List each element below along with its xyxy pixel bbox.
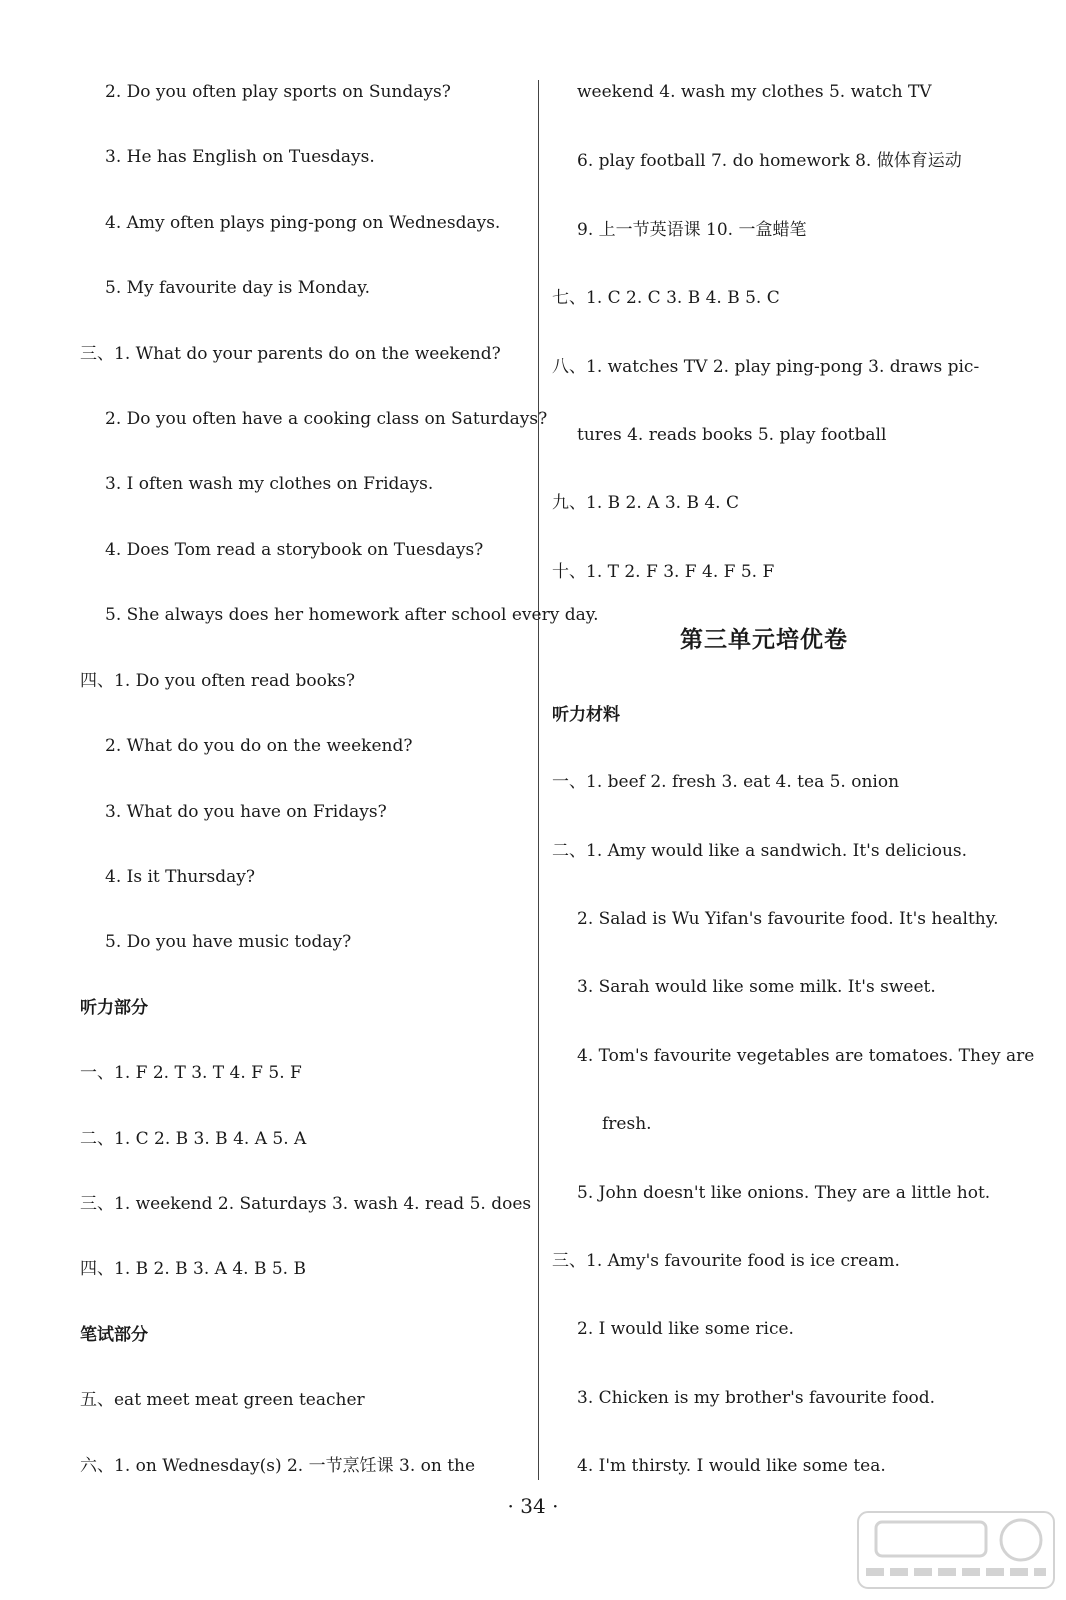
answer-line: 四、1. B 2. B 3. A 4. B 5. B (80, 1259, 306, 1279)
answer-line: 3. Chicken is my brother's favourite food. (577, 1388, 936, 1408)
answer-line: 2. I would like some rice. (577, 1319, 794, 1339)
answer-line: 一、1. beef 2. fresh 3. eat 4. tea 5. onion (552, 772, 900, 792)
answer-line: weekend 4. wash my clothes 5. watch TV (577, 82, 932, 102)
section-heading: 笔试部分 (80, 1325, 148, 1345)
answer-line: 九、1. B 2. A 3. B 4. C (552, 493, 739, 513)
answer-line: 六、1. on Wednesday(s) 2. 一节烹饪课 3. on the (80, 1456, 476, 1476)
answer-line: 一、1. F 2. T 3. T 4. F 5. F (80, 1063, 302, 1083)
answer-line: 五、eat meet meat green teacher (80, 1390, 365, 1410)
answer-line: 2. What do you do on the weekend? (105, 736, 413, 756)
answer-line: 6. play football 7. do homework 8. 做体育运动 (577, 151, 962, 171)
column-divider (538, 80, 539, 1480)
answer-line: 十、1. T 2. F 3. F 4. F 5. F (552, 562, 775, 582)
answer-line: 4. Tom's favourite vegetables are tomatoes. They are (577, 1046, 1035, 1066)
answer-line: 2. Do you often have a cooking class on Saturdays? (105, 409, 548, 429)
answer-line: 三、1. What do your parents do on the weekend? (80, 344, 501, 364)
answer-line: 4. Amy often plays ping-pong on Wednesdays. (105, 213, 501, 233)
answer-line: 2. Salad is Wu Yifan's favourite food. It's healthy. (577, 909, 999, 929)
answer-line: 三、1. weekend 2. Saturdays 3. wash 4. read 5. does (80, 1194, 532, 1214)
answer-line: 三、1. Amy's favourite food is ice cream. (552, 1251, 900, 1271)
answer-line: 七、1. C 2. C 3. B 4. B 5. C (552, 288, 780, 308)
answer-line: 5. John doesn't like onions. They are a little hot. (577, 1183, 991, 1203)
answer-line: 5. Do you have music today? (105, 932, 352, 952)
answer-line: 四、1. Do you often read books? (80, 671, 355, 691)
answer-line: 4. Does Tom read a storybook on Tuesdays? (105, 540, 484, 560)
answer-line: 3. What do you have on Fridays? (105, 802, 387, 822)
watermark-logo (856, 1510, 1056, 1590)
answer-line: 5. She always does her homework after school every day. (105, 605, 599, 625)
answer-line: 4. I'm thirsty. I would like some tea. (577, 1456, 886, 1476)
section-heading: 听力材料 (552, 705, 620, 725)
answer-line: 4. Is it Thursday? (105, 867, 255, 887)
answer-line: 9. 上一节英语课 10. 一盒蜡笔 (577, 220, 807, 240)
answer-line: 二、1. C 2. B 3. B 4. A 5. A (80, 1129, 307, 1149)
answer-line: 3. I often wash my clothes on Fridays. (105, 474, 434, 494)
answer-line: fresh. (602, 1114, 652, 1134)
answer-line: 5. My favourite day is Monday. (105, 278, 371, 298)
answer-line: 八、1. watches TV 2. play ping-pong 3. draws pic- (552, 357, 980, 377)
answer-line: 2. Do you often play sports on Sundays? (105, 82, 451, 102)
answer-line: 二、1. Amy would like a sandwich. It's delicious. (552, 841, 968, 861)
answer-line: tures 4. reads books 5. play football (577, 425, 887, 445)
answer-line: 3. Sarah would like some milk. It's sweet. (577, 977, 936, 997)
section-heading: 听力部分 (80, 998, 148, 1018)
section-title: 第三单元培优卷 (680, 627, 848, 653)
answer-line: 3. He has English on Tuesdays. (105, 147, 375, 167)
page-number: · 34 · (507, 1494, 559, 1518)
